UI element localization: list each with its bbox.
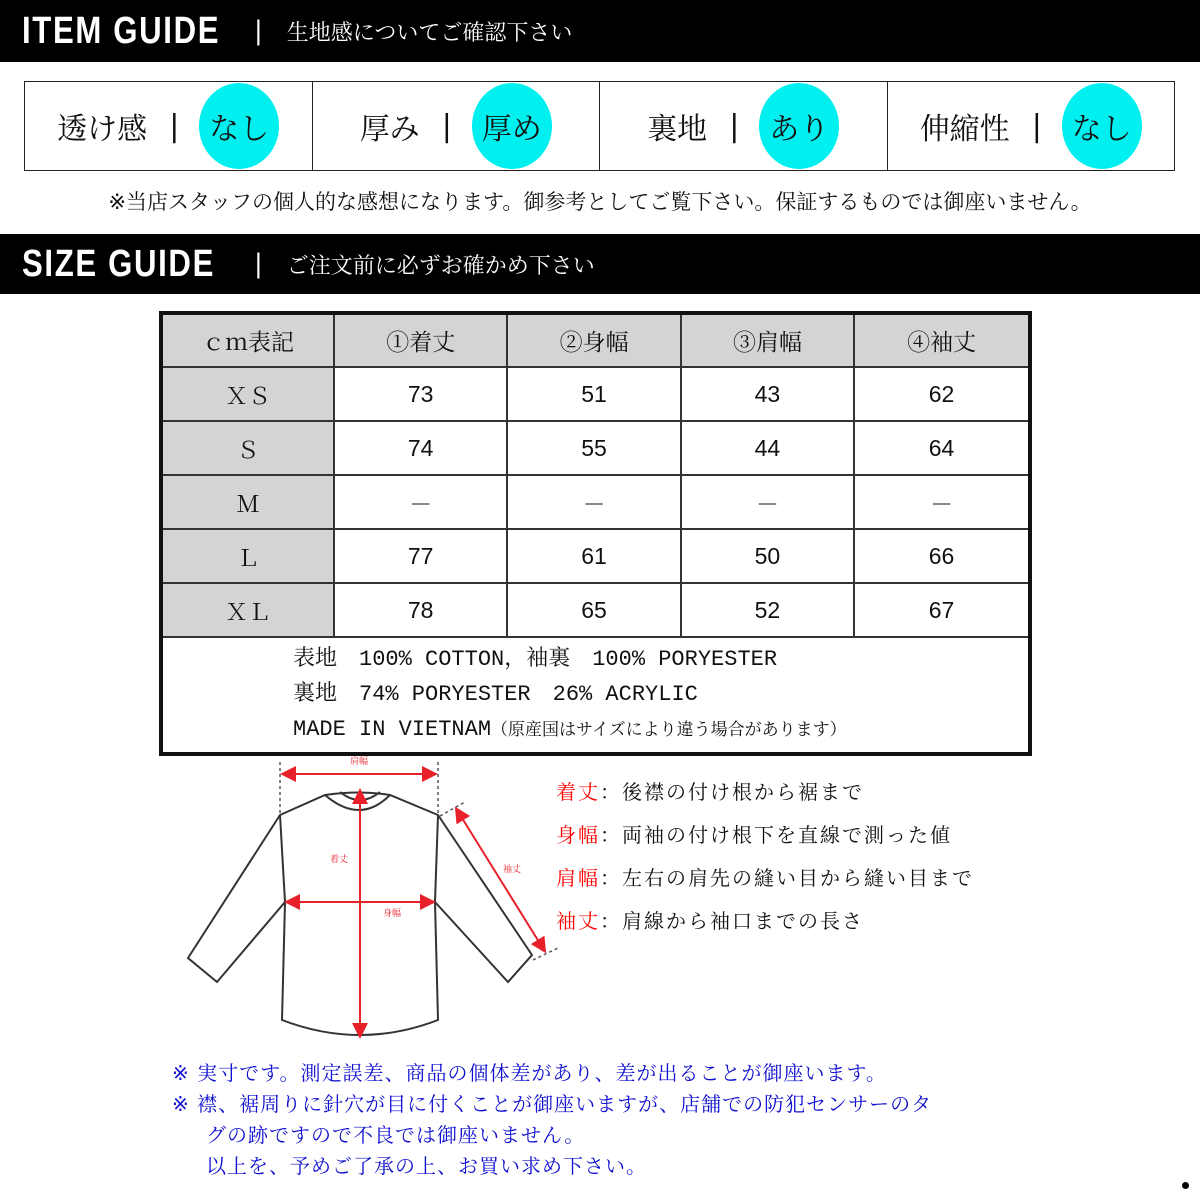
table-cell: 64: [854, 421, 1030, 475]
shoulder-label: 肩幅: [350, 757, 369, 767]
sleeve-label: 袖丈: [503, 865, 522, 875]
attr-separator: |: [1031, 108, 1042, 144]
materials-line-outer: 表地 100% COTTON，袖裏 100% PORYESTER: [293, 647, 778, 672]
materials-line-lining: 裏地 74% PORYESTER 26% ACRYLIC: [293, 682, 698, 707]
item-guide-subtitle: 生地感についてご確認下さい: [286, 20, 573, 46]
table-cell: －: [507, 475, 680, 529]
definition-colon: ：: [600, 866, 622, 890]
definition-term: 袖丈: [556, 909, 600, 933]
table-row: [161, 529, 1030, 583]
size-label: Ｌ: [161, 529, 334, 583]
header-cell-shoulder: ③肩幅: [681, 313, 854, 367]
table-cell: 73: [334, 367, 507, 421]
header-cell-width: ②身幅: [507, 313, 680, 367]
size-label: ＸＬ: [161, 583, 334, 637]
table-cell: 43: [681, 367, 854, 421]
item-guide-banner: [0, 0, 1200, 62]
table-cell: 77: [334, 529, 507, 583]
table-cell: 62: [854, 367, 1030, 421]
table-cell: －: [854, 475, 1030, 529]
table-cell: 51: [507, 367, 680, 421]
note-line: グの跡ですので不良では御座いません。: [206, 1123, 586, 1147]
attr-label: 厚み: [359, 112, 420, 147]
header-cell-sleeve: ④袖丈: [854, 313, 1030, 367]
item-guide-title: ITEM GUIDE: [22, 9, 221, 52]
table-row: [161, 367, 1030, 421]
definition-text: 肩線から袖口までの長さ: [622, 909, 864, 933]
table-cell: 44: [681, 421, 854, 475]
attr-label: 伸縮性: [919, 112, 1010, 147]
item-guide-disclaimer: ※当店スタッフの個人的な感想になります。御参考としてご覧下さい。保証するものでは御座いません。: [108, 190, 1092, 214]
materials-line-origin: [293, 712, 1028, 748]
origin-note: （原産国はサイズにより違う場合があります）: [491, 720, 847, 740]
definition-colon: ：: [600, 823, 622, 847]
definition-term: 着丈: [556, 780, 600, 804]
attr-transparency: [25, 82, 313, 170]
table-row: [161, 421, 1030, 475]
definition-text: 左右の肩先の縫い目から縫い目まで: [622, 866, 974, 890]
table-cell: 78: [334, 583, 507, 637]
attr-stretch: [888, 82, 1175, 170]
attr-separator: |: [441, 108, 452, 144]
definition-term: 肩幅: [556, 866, 600, 890]
table-cell: 67: [854, 583, 1030, 637]
note-line: ※ 実寸です。測定誤差、商品の個体差があり、差が出ることが御座います。: [172, 1061, 887, 1085]
attr-lining: [600, 82, 888, 170]
definition-item: [556, 776, 974, 819]
origin-country: MADE IN VIETNAM: [293, 717, 492, 742]
table-cell: 52: [681, 583, 854, 637]
table-cell: －: [681, 475, 854, 529]
attr-value-badge: 厚め: [472, 83, 552, 169]
banner-separator: |: [254, 16, 263, 46]
table-cell: 74: [334, 421, 507, 475]
table-cell: 55: [507, 421, 680, 475]
size-label: Ｓ: [161, 421, 334, 475]
attr-separator: |: [169, 108, 180, 144]
header-cell-unit: ｃｍ表記: [161, 313, 334, 367]
table-header-row: [161, 313, 1030, 367]
size-table: [159, 311, 1032, 756]
size-label: ＸＳ: [161, 367, 334, 421]
size-guide-title: SIZE GUIDE: [22, 242, 216, 285]
definition-text: 両袖の付け根下を直線で測った値: [622, 823, 952, 847]
header-cell-length: ①着丈: [334, 313, 507, 367]
attr-separator: |: [729, 108, 740, 144]
materials-cell: [161, 637, 1030, 754]
size-guide-subtitle: ご注文前に必ずお確かめ下さい: [286, 253, 595, 279]
attr-label: 透け感: [57, 112, 148, 147]
table-row: [161, 475, 1030, 529]
definition-colon: ：: [600, 909, 622, 933]
size-label: Ｍ: [161, 475, 334, 529]
table-row: [161, 583, 1030, 637]
attr-value-badge: なし: [1062, 83, 1142, 169]
width-label: 身幅: [383, 909, 402, 919]
corner-dot: [1182, 1182, 1189, 1189]
attr-label: 裏地: [647, 112, 708, 147]
definition-item: [556, 819, 974, 862]
fabric-attributes: [24, 81, 1175, 171]
table-cell: 61: [507, 529, 680, 583]
note-line: ※ 襟、裾周りに針穴が目に付くことが御座いますが、店舗での防犯センサーのタ: [172, 1092, 933, 1116]
materials-row: [161, 637, 1030, 754]
definition-item: [556, 862, 974, 905]
definition-term: 身幅: [556, 823, 600, 847]
table-cell: 66: [854, 529, 1030, 583]
size-guide-banner: [0, 234, 1200, 294]
table-cell: 65: [507, 583, 680, 637]
attr-value-badge: なし: [199, 83, 279, 169]
table-cell: －: [334, 475, 507, 529]
garment-measurement-diagram: [180, 750, 560, 1050]
definition-text: 後襟の付け根から裾まで: [622, 780, 864, 804]
size-notes: [172, 1058, 932, 1182]
table-cell: 50: [681, 529, 854, 583]
definition-colon: ：: [600, 780, 622, 804]
note-line: 以上を、予めご了承の上、お買い求め下さい。: [206, 1154, 647, 1178]
attr-value-badge: あり: [759, 83, 839, 169]
banner-separator: |: [254, 249, 263, 279]
measurement-definitions: [556, 776, 974, 948]
definition-item: [556, 905, 974, 948]
attr-thickness: [313, 82, 601, 170]
length-label: 着丈: [330, 855, 349, 865]
